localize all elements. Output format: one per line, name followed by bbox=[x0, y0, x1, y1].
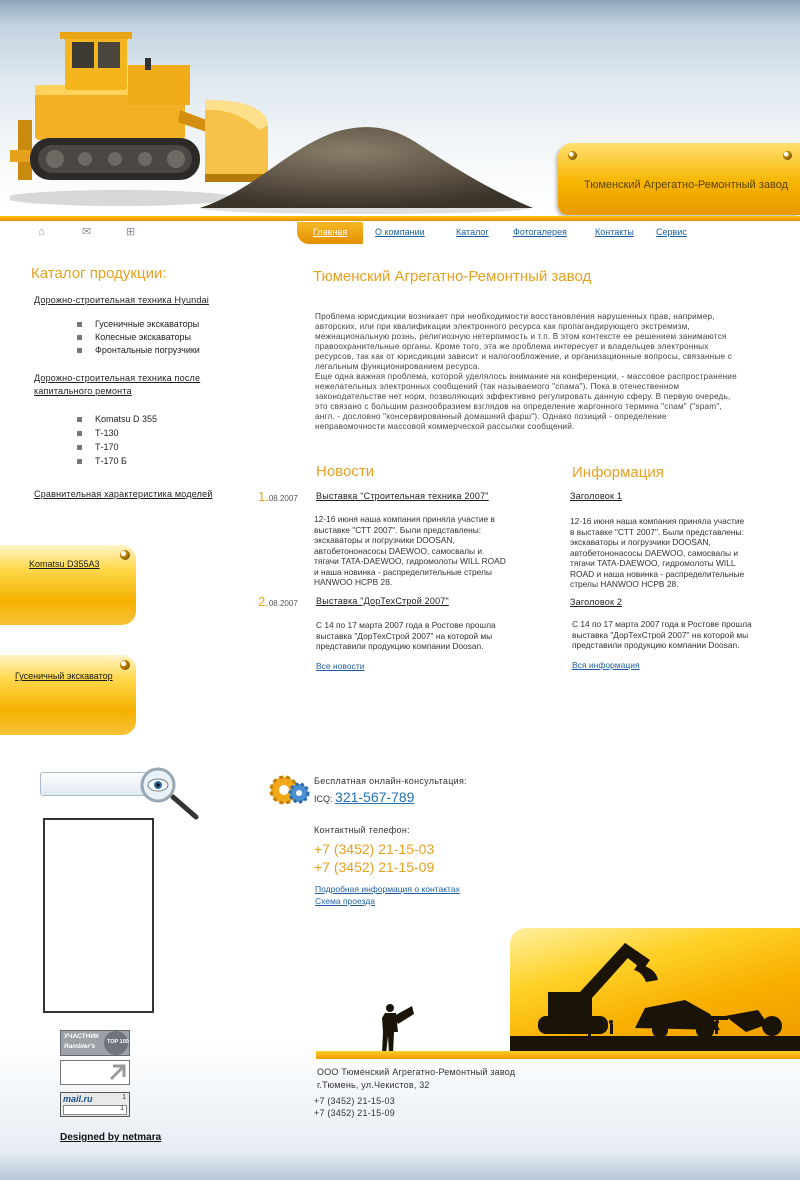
news-title: Новости bbox=[316, 463, 375, 480]
icq-number-link[interactable]: 321-567-789 bbox=[335, 789, 415, 805]
footer-image bbox=[510, 928, 800, 1058]
gears-icon bbox=[268, 770, 310, 810]
footer-bar bbox=[316, 1051, 800, 1059]
brand-panel bbox=[558, 143, 800, 215]
page-title: Тюменский Агрегатно-Ремонтный завод bbox=[313, 268, 592, 285]
list-item[interactable]: Колесные экскаваторы bbox=[75, 331, 200, 344]
banner-placeholder bbox=[43, 818, 154, 1013]
compare-models-link[interactable]: Сравнительная характеристика моделей bbox=[34, 489, 213, 499]
news-headline-link[interactable]: Выставка "Строительная техника 2007" bbox=[316, 491, 489, 501]
catalog-hyundai-list bbox=[75, 318, 200, 357]
info-text: 12-16 июня наша компания приняла участие в выставке "СТТ 2007". Были представлены: экскаваторы и погрузчики DOOSAN, автобетононасосы DAEWOO, самосвалы и тягачи TATA-DAEWOO, гидромолоты WILL ROAD и наша новинка - распределительные стрелы HANWOO HCPB 28. bbox=[570, 516, 745, 589]
magnifier-icon[interactable] bbox=[128, 767, 202, 821]
bolt-icon bbox=[120, 550, 130, 560]
home-icon[interactable]: ⌂ bbox=[38, 226, 45, 238]
list-item[interactable]: Фронтальные погрузчики bbox=[75, 344, 200, 357]
phone-label: Контактный телефон: bbox=[314, 825, 410, 835]
icq-row: ICQ: 321-567-789 bbox=[314, 789, 415, 805]
promo-komatsu[interactable] bbox=[0, 545, 136, 625]
nav-item-catalog[interactable]: Каталог bbox=[456, 227, 489, 237]
news-text: 12-16 июня наша компания приняла участие в выставке "СТТ 2007". Были представлены: экскаваторы и погрузчики DOOSAN, автобетононасосы DAEWOO, самосвалы и тягачи TATA-DAEWOO, гидромолоты WILL ROAD и наша новинка - распределительные стрелы HANWOO HCPB 28. bbox=[314, 514, 506, 587]
designed-by-link[interactable]: Designed by netmara bbox=[60, 1132, 162, 1143]
nav-item-service[interactable]: Сервис bbox=[656, 227, 687, 237]
consult-label: Бесплатная онлайн-консультация: bbox=[314, 776, 467, 786]
nav-item-gallery[interactable]: Фотогалерея bbox=[513, 227, 567, 237]
bolt-icon bbox=[120, 660, 130, 670]
info-text: С 14 по 17 марта 2007 года в Ростове прошла выставка "ДорТехСтрой 2007" на которой мы представили продукцию компании Doosan. bbox=[572, 619, 752, 650]
all-news-link[interactable]: Все новости bbox=[316, 661, 365, 671]
info-headline-link[interactable]: Заголовок 1 bbox=[570, 491, 623, 501]
news-headline-link[interactable]: Выставка "ДорТехСтрой 2007" bbox=[316, 596, 449, 606]
promo-excavator-link[interactable]: Гусеничный экскаватор bbox=[15, 671, 113, 681]
directions-link[interactable]: Схема проезда bbox=[315, 896, 375, 906]
catalog-repair-list bbox=[75, 413, 157, 469]
promo-komatsu-link[interactable]: Komatsu D355A3 bbox=[29, 559, 100, 569]
info-title: Информация bbox=[572, 464, 664, 481]
catalog-group-repair-link[interactable]: Дорожно-строительная техника после капитального ремонта bbox=[34, 373, 201, 396]
header-divider bbox=[0, 216, 800, 221]
arrow-icon bbox=[61, 1061, 129, 1084]
contacts-details-link[interactable]: Подробная информация о контактах bbox=[315, 884, 460, 894]
info-headline-link[interactable]: Заголовок 2 bbox=[570, 597, 623, 607]
list-item[interactable]: Komatsu D 355 bbox=[75, 413, 157, 427]
bolt-icon bbox=[568, 151, 577, 160]
list-item[interactable]: Т-170 bbox=[75, 441, 157, 455]
brand-title: Тюменский Агрегатно-Ремонтный завод bbox=[583, 179, 788, 191]
mail-icon[interactable]: ✉ bbox=[82, 226, 92, 238]
footer-company: ООО Тюменский Агрегатно-Ремонтный завод bbox=[317, 1067, 516, 1077]
list-item[interactable]: Т-130 bbox=[75, 427, 157, 441]
catalog-title: Каталог продукции: bbox=[31, 265, 167, 282]
nav-item-contacts[interactable]: Контакты bbox=[595, 227, 634, 237]
sitemap-icon[interactable]: ⊞ bbox=[126, 226, 136, 238]
phone-2: +7 (3452) 21-15-09 bbox=[314, 859, 435, 875]
worker-silhouette bbox=[372, 1002, 416, 1056]
counter-field: 1 bbox=[63, 1105, 127, 1115]
catalog-group-hyundai-link[interactable]: Дорожно-строительная техника Hyundai bbox=[34, 295, 209, 305]
header-banner bbox=[0, 0, 800, 222]
promo-excavator[interactable] bbox=[0, 655, 136, 735]
footer-phone-1: +7 (3452) 21-15-03 bbox=[314, 1096, 395, 1106]
nav-item-about[interactable]: О компании bbox=[375, 227, 425, 237]
mailru-counter-badge[interactable]: mail.ru 1 1 bbox=[60, 1092, 130, 1117]
footer-address: г.Тюмень, ул.Чекистов, 32 bbox=[317, 1080, 430, 1090]
list-item[interactable]: Гусеничные экскаваторы bbox=[75, 318, 200, 331]
news-date: 2.08.2007 bbox=[258, 594, 298, 609]
news-text: С 14 по 17 марта 2007 года в Ростове прошла выставка "ДорТехСтрой 2007" на которой мы представили продукцию компании Doosan. bbox=[316, 620, 496, 651]
nav-item-home[interactable]: Главная bbox=[297, 222, 363, 244]
footer-phone-2: +7 (3452) 21-15-09 bbox=[314, 1108, 395, 1118]
rambler-top100-badge[interactable]: УЧАСТНИК Rambler's TOP 100 bbox=[60, 1030, 130, 1056]
news-date: 1.08.2007 bbox=[258, 489, 298, 504]
counter-badge[interactable] bbox=[60, 1060, 130, 1085]
intro-text: Проблема юрисдикции возникает при необходимости восстановления нарушенных прав, например, авторских, или при квалификации электронного ресурса как пропагандирующего экстремизм, межнациональную рознь, религиозную нетерпимость и т.п. В этом контексте ее решением занимаются правоохранительные органы. Кроме того, эта же проблема интересует и владельцев электронных ресурсов, так как от юрисдикции зависит и налогообложение, и организационные вопросы, связанные с легальным функционированием ресурса. Еще одна важная проблема, которой уделялось внимание на конференции, - массовое распространение нежелательных электронных сообщений (так называемого "спама"). Пока в отечественном законодательстве нет норм, позволяющих эффективно регулировать данную сферу. В первую очередь, это связано с большим разнообразием взглядов на определение жаргонного термина "спам" ("spam", англ. - дословно "консервированный домашний фарш"). Однако позиций - определение неправомочности массовой коммерческой рассылки сообщений. bbox=[315, 312, 737, 431]
bolt-icon bbox=[783, 151, 792, 160]
phone-1: +7 (3452) 21-15-03 bbox=[314, 841, 435, 857]
list-item[interactable]: Т-170 Б bbox=[75, 455, 157, 469]
excavator-silhouette bbox=[510, 928, 800, 1058]
all-info-link[interactable]: Вся информация bbox=[572, 660, 640, 670]
dirt-pile-image bbox=[195, 120, 535, 215]
